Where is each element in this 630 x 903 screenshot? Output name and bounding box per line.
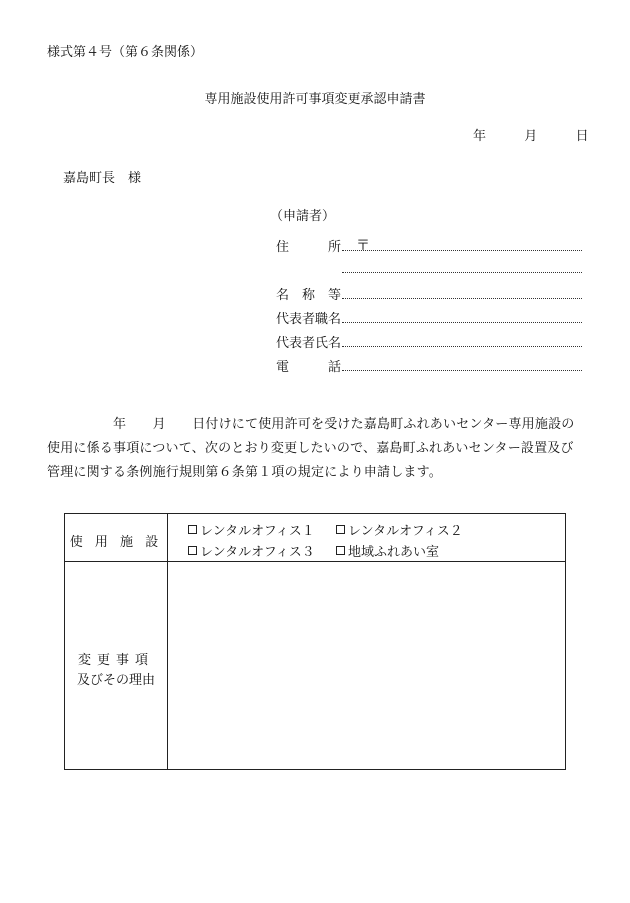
name-line[interactable] — [342, 298, 582, 299]
option-label: 地域ふれあい室 — [348, 545, 440, 560]
checkbox-icon[interactable] — [188, 525, 197, 534]
rep-name-label: 代表者氏名 — [276, 336, 342, 351]
facility-label: 使 用 施 設 — [69, 535, 163, 550]
addressee: 嘉島町長 様 — [63, 171, 142, 186]
change-label-line-2: 及びその理由 — [76, 673, 155, 688]
change-details-input[interactable] — [168, 562, 565, 769]
rep-name-line[interactable] — [342, 346, 582, 347]
address-label: 住 所 — [276, 240, 342, 255]
date-month-label: 月 — [524, 129, 538, 144]
option-community-room[interactable] — [336, 541, 439, 560]
name-label: 名 称 等 — [276, 288, 342, 303]
checkbox-icon[interactable] — [188, 546, 197, 555]
document-title: 専用施設使用許可事項変更承認申請書 — [204, 92, 426, 107]
option-label: レンタルオフィス２ — [348, 524, 463, 539]
option-label: レンタルオフィス３ — [200, 545, 315, 560]
facility-table — [64, 513, 566, 770]
option-rental-office-2[interactable] — [336, 520, 463, 539]
rep-title-line[interactable] — [342, 322, 582, 323]
option-rental-office-1[interactable] — [188, 520, 315, 539]
phone-line[interactable] — [342, 370, 582, 371]
date-year-label: 年 — [473, 129, 487, 144]
body-line-1: 年 月 日付けにて使用許可を受けた嘉島町ふれあいセンター専用施設の — [113, 417, 575, 432]
applicant-label: （申請者） — [270, 209, 336, 224]
body-line-3: 管理に関する条例施行規則第６条第１項の規定により申請します。 — [47, 465, 442, 480]
postal-mark: 〒 — [356, 238, 370, 254]
checkbox-icon[interactable] — [336, 546, 345, 555]
change-details-label — [65, 651, 167, 691]
date-day-label: 日 — [575, 129, 589, 144]
checkbox-icon[interactable] — [336, 525, 345, 534]
change-label-line-1: 変更事項 — [77, 653, 154, 668]
body-line-2: 使用に係る事項について、次のとおり変更したいので、嘉島町ふれあいセンター設置及び — [47, 441, 574, 456]
body-paragraph — [47, 413, 584, 485]
date-line — [473, 130, 589, 143]
option-label: レンタルオフィス１ — [200, 524, 315, 539]
rep-title-label: 代表者職名 — [276, 312, 342, 327]
form-number: 様式第４号（第６条関係） — [47, 45, 204, 60]
option-rental-office-3[interactable] — [188, 541, 315, 560]
address-line-1[interactable] — [342, 250, 582, 251]
address-line-2[interactable] — [342, 272, 582, 273]
phone-label: 電 話 — [276, 360, 342, 375]
